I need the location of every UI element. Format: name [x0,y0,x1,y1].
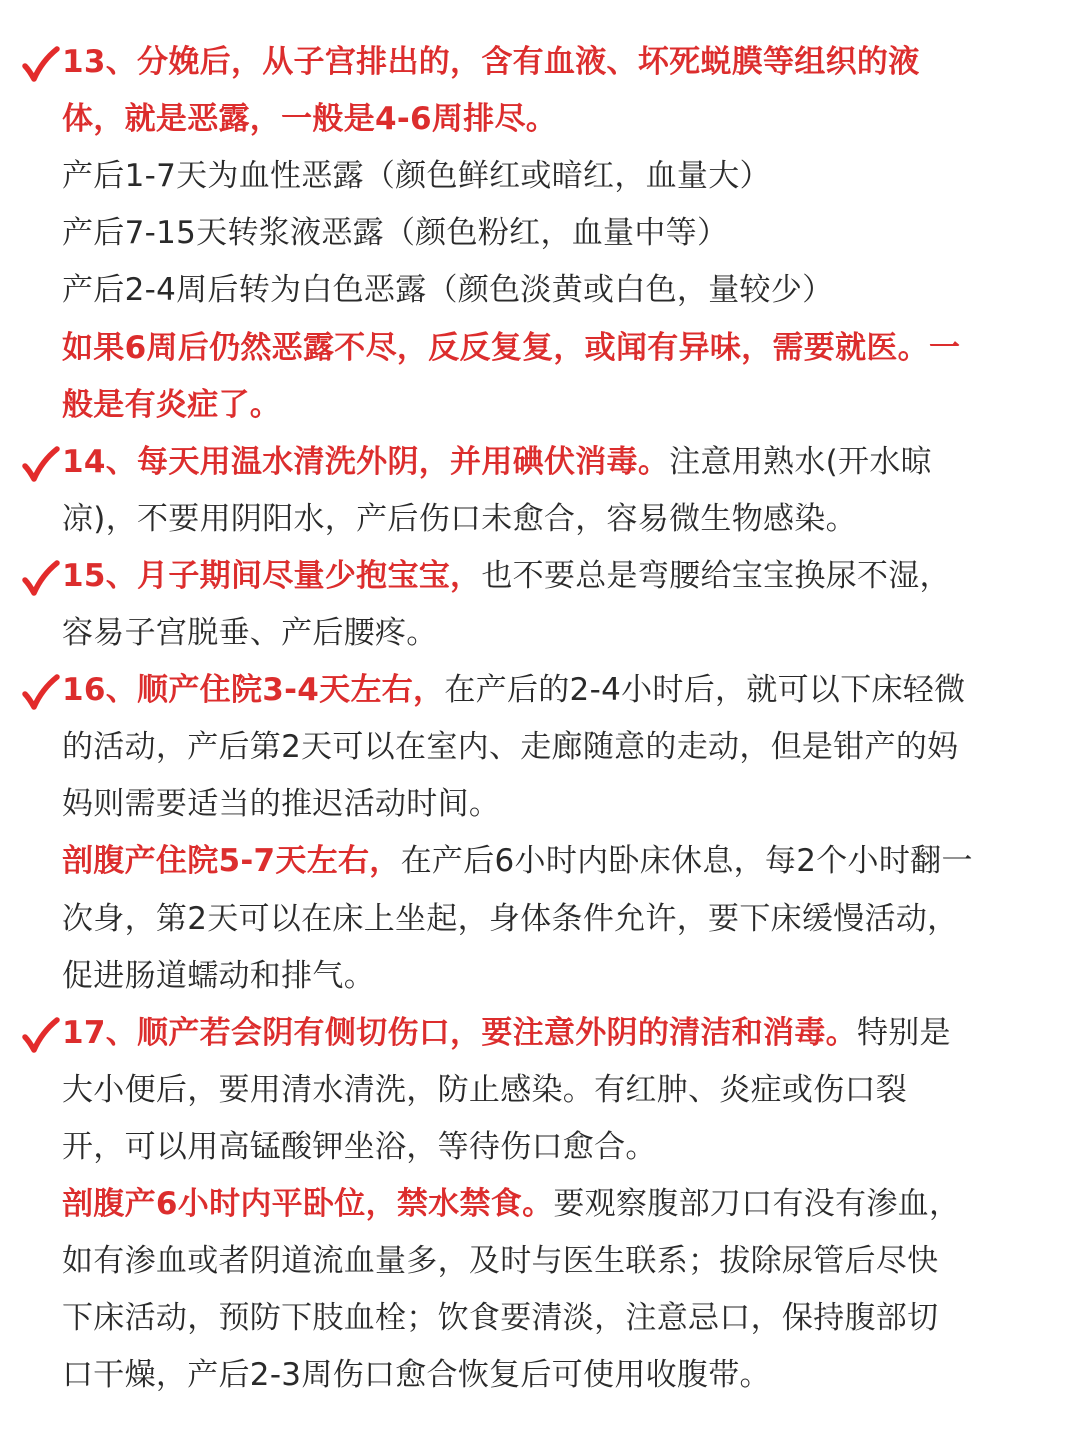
checkmark-icon [20,559,60,599]
body-text: 如有渗血或者阴道流血量多，及时与医生联系；拔除尿管后尽快 [62,1243,939,1279]
highlight-text: 15、月子期间尽量少抱宝宝， [62,558,482,594]
body-text: 在产后6小时内卧床休息，每2个小时翻一 [400,843,973,879]
highlight-text: 体，就是恶露，一般是4-6周排尽。 [62,101,558,137]
text-line [62,722,958,772]
text-line [62,151,771,201]
text-line [62,437,932,487]
highlight-text: 16、顺产住院3-4天左右， [62,672,445,708]
text-line [62,94,557,144]
text-line [62,951,375,1001]
highlight-text: 剖腹产6小时内平卧位，禁水禁食。 [62,1186,554,1222]
highlight-text: 般是有炎症了。 [62,387,282,423]
text-line [62,665,965,715]
text-line [62,1008,951,1058]
text-line [62,208,728,258]
checkmark-icon [20,45,60,85]
text-line [62,494,857,544]
body-text: 促进肠道蠕动和排气。 [62,958,375,994]
body-text: 妈则需要适当的推迟活动时间。 [62,786,501,822]
highlight-text: 剖腹产住院5-7天左右， [62,843,401,879]
text-line [62,1350,771,1400]
checkmark-icon [20,445,60,485]
body-text: 开，可以用高锰酸钾坐浴，等待伤口愈合。 [62,1129,657,1165]
body-text: 产后2-4周后转为白色恶露（颜色淡黄或白色，量较少） [62,272,834,308]
body-text: 产后1-7天为血性恶露（颜色鲜红或暗红，血量大） [62,158,771,194]
highlight-text: 14、每天用温水清洗外阴，并用碘伏消毒。 [62,444,670,480]
body-text: 口干燥，产后2-3周伤口愈合恢复后可使用收腹带。 [62,1357,771,1393]
body-text: 特别是 [856,1015,951,1051]
body-text: 产后7-15天转浆液恶露（颜色粉红，血量中等） [62,215,729,251]
text-line [62,265,833,315]
highlight-text: 17、顺产若会阴有侧切伤口，要注意外阴的清洁和消毒。 [62,1015,857,1051]
text-line [62,1179,960,1229]
text-line [62,608,438,658]
body-text: 次身，第2天可以在床上坐起，身体条件允许，要下床缓慢活动， [62,901,959,937]
text-line [62,37,920,87]
text-line [62,779,500,829]
body-text: 大小便后，要用清水清洗，防止感染。有红肿、炎症或伤口裂 [62,1072,908,1108]
text-line [62,1122,657,1172]
text-line [62,323,960,373]
text-line [62,894,958,944]
text-line [62,1293,938,1343]
text-line [62,1065,907,1115]
checkmark-icon [20,673,60,713]
text-line [62,1236,938,1286]
body-text: 要观察腹部刀口有没有渗血， [553,1186,961,1222]
text-line [62,380,281,430]
body-text: 在产后的2-4小时后，就可以下床轻微 [444,672,966,708]
body-text: 也不要总是弯腰给宝宝换尿不湿， [481,558,951,594]
body-text: 的活动，产后第2天可以在室内、走廊随意的走动，但是钳产的妈 [62,729,959,765]
text-line [62,836,973,886]
checkmark-icon [20,1016,60,1056]
body-text: 下床活动，预防下肢血栓；饮食要清淡，注意忌口，保持腹部切 [62,1300,939,1336]
body-text: 注意用熟水(开水晾 [669,444,932,480]
highlight-text: 13、分娩后，从子宫排出的，含有血液、坏死蜕膜等组织的液 [62,44,920,80]
highlight-text: 如果6周后仍然恶露不尽，反反复复，或闻有异味，需要就医。一 [62,330,961,366]
body-text: 容易子宫脱垂、产后腰疼。 [62,615,438,651]
text-line [62,551,951,601]
body-text: 凉)，不要用阴阳水，产后伤口未愈合，容易微生物感染。 [62,501,857,537]
